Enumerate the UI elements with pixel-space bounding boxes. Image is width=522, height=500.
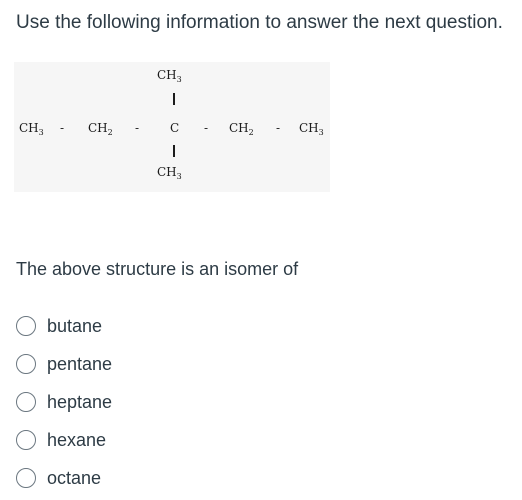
radio-button[interactable]	[16, 468, 36, 488]
option-hexane[interactable]	[16, 421, 112, 459]
intro-text: Use the following information to answer the next question.	[16, 12, 503, 33]
radio-button[interactable]	[16, 316, 36, 336]
option-heptane[interactable]	[16, 383, 112, 421]
option-octane[interactable]	[16, 459, 112, 497]
top-methyl-group: $CH_3$	[157, 68, 182, 84]
option-pentane[interactable]	[16, 345, 112, 383]
bond-2: -	[135, 121, 140, 135]
radio-button[interactable]	[16, 430, 36, 450]
option-label[interactable]: octane	[47, 467, 102, 488]
radio-button[interactable]	[16, 392, 36, 412]
option-label[interactable]: heptane	[47, 391, 113, 412]
answer-options	[16, 307, 112, 497]
bond-1: -	[60, 121, 65, 135]
bond-3: -	[204, 121, 209, 135]
chain-group-2: $CH_2$	[88, 121, 113, 137]
radio-button[interactable]	[16, 354, 36, 374]
option-label[interactable]: butane	[47, 315, 103, 336]
structural-formula-drawing	[14, 62, 330, 192]
question-text: The above structure is an isomer of	[16, 259, 299, 279]
bottom-methyl-group: $CH_3$	[157, 165, 182, 181]
chain-group-1: $CH_3$	[19, 121, 44, 137]
option-butane[interactable]	[16, 307, 112, 345]
bond-4: -	[276, 121, 281, 135]
chain-group-4: $CH_2$	[229, 121, 254, 137]
chain-group-3: C	[170, 121, 180, 135]
option-label[interactable]: pentane	[47, 353, 113, 374]
option-label[interactable]: hexane	[47, 429, 107, 450]
structural-formula-image	[14, 62, 330, 192]
chain-group-5: $CH_3$	[299, 121, 324, 137]
